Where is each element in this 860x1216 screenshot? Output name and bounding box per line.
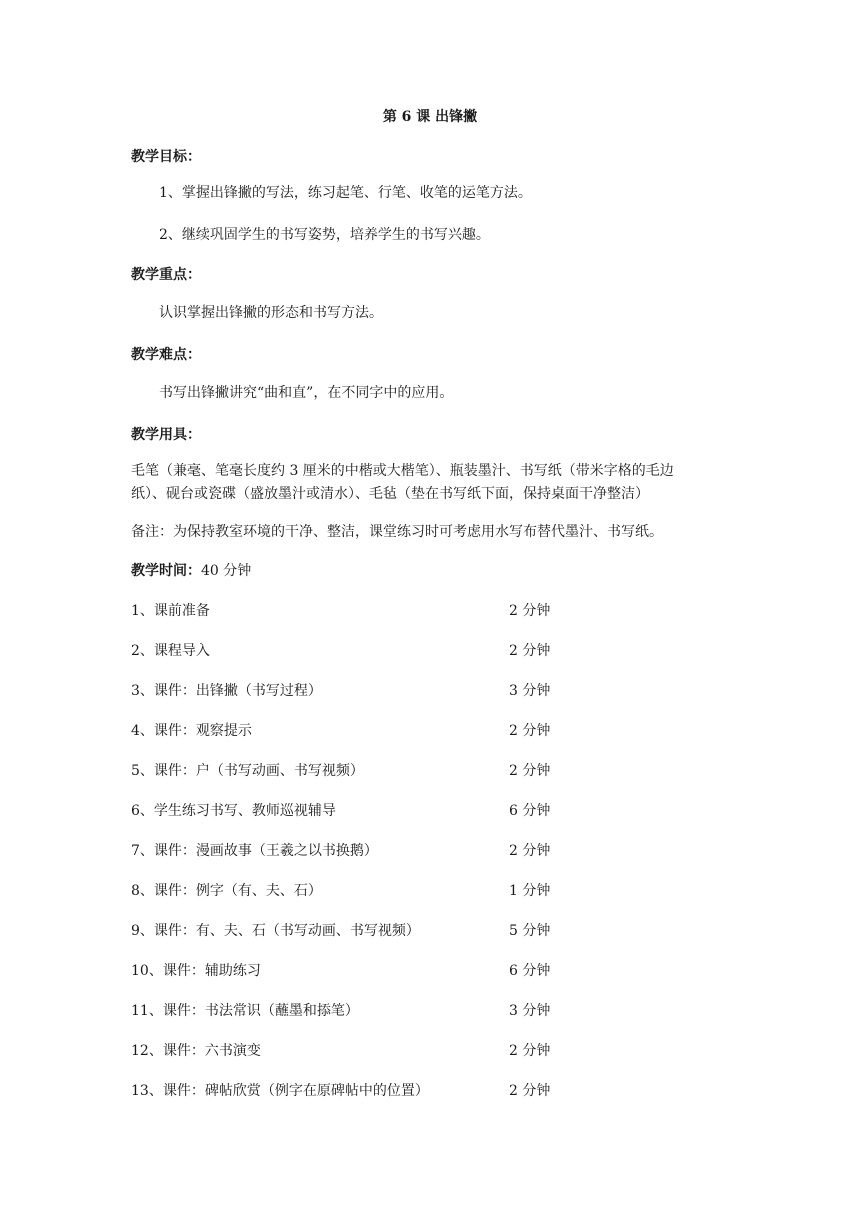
schedule-row (131, 640, 591, 662)
schedule-row (131, 680, 591, 702)
schedule-item-label: 6、学生练习书写、教师巡视辅导 (131, 803, 336, 819)
schedule-item-label: 7、课件：漫画故事（王羲之以书换鹅） (131, 843, 378, 859)
goal-item-1: 1、掌握出锋撇的写法，练习起笔、行笔、收笔的运笔方法。 (159, 185, 532, 201)
schedule-item-duration: 2 分钟 (509, 603, 551, 619)
schedule-item-label: 9、课件：有、夫、石（书写动画、书写视频） (131, 923, 420, 939)
tools-text-line-2: 纸）、砚台或瓷碟（盛放墨汁或清水）、毛毡（垫在书写纸下面，保持桌面干净整洁） (131, 486, 649, 502)
schedule-row (131, 800, 591, 822)
schedule-item-duration: 3 分钟 (509, 1003, 551, 1019)
schedule-row (131, 1080, 591, 1102)
goal-item-2: 2、继续巩固学生的书写姿势，培养学生的书写兴趣。 (159, 227, 490, 243)
schedule-item-duration: 2 分钟 (509, 723, 551, 739)
schedule-item-label: 13、课件：碑帖欣赏（例字在原碑帖中的位置） (131, 1083, 429, 1099)
schedule-item-duration: 6 分钟 (509, 963, 551, 979)
schedule-row (131, 600, 591, 622)
schedule-row (131, 760, 591, 782)
time-heading: 教学时间： (131, 563, 201, 579)
schedule-row (131, 880, 591, 902)
key-points-text: 认识掌握出锋撇的形态和书写方法。 (159, 305, 383, 321)
schedule-item-label: 12、课件：六书演变 (131, 1043, 261, 1059)
schedule-item-label: 5、课件：户（书写动画、书写视频） (131, 763, 364, 779)
schedule-item-label: 8、课件：例字（有、夫、石） (131, 883, 322, 899)
key-points-heading: 教学重点： (131, 267, 201, 283)
schedule-item-duration: 2 分钟 (509, 643, 551, 659)
schedule-item-label: 10、课件：辅助练习 (131, 963, 261, 979)
schedule-row (131, 920, 591, 942)
schedule-item-label: 11、课件：书法常识（蘸墨和掭笔） (131, 1003, 359, 1019)
schedule-item-duration: 3 分钟 (509, 683, 551, 699)
difficulties-heading: 教学难点： (131, 347, 201, 363)
schedule-row (131, 720, 591, 742)
schedule-item-label: 2、课程导入 (131, 643, 210, 659)
schedule-item-duration: 2 分钟 (509, 1083, 551, 1099)
schedule-row (131, 840, 591, 862)
schedule-row (131, 1000, 591, 1022)
schedule-item-label: 4、课件：观察提示 (131, 723, 252, 739)
schedule-item-label: 3、课件：出锋撇（书写过程） (131, 683, 322, 699)
schedule-item-duration: 6 分钟 (509, 803, 551, 819)
difficulties-text: 书写出锋撇讲究“曲和直”，在不同字中的应用。 (159, 385, 454, 401)
schedule-item-duration: 1 分钟 (509, 883, 551, 899)
lesson-title: 第 6 课 出锋撇 (382, 109, 478, 125)
tools-text-line-1: 毛笔（兼毫、笔毫长度约 3 厘米的中楷或大楷笔）、瓶装墨汁、书写纸（带米字格的毛边 (131, 463, 674, 479)
schedule-item-duration: 2 分钟 (509, 763, 551, 779)
schedule-item-label: 1、课前准备 (131, 603, 210, 619)
teaching-time (131, 560, 731, 582)
time-value: 40 分钟 (201, 563, 252, 579)
goals-heading: 教学目标： (131, 149, 201, 165)
schedule-item-duration: 2 分钟 (509, 1043, 551, 1059)
tools-heading: 教学用具： (131, 427, 201, 443)
note-text: 备注：为保持教室环境的干净、整洁，课堂练习时可考虑用水写布替代墨汁、书写纸。 (131, 524, 663, 540)
schedule-item-duration: 5 分钟 (509, 923, 551, 939)
schedule-row (131, 1040, 591, 1062)
schedule-row (131, 960, 591, 982)
schedule-item-duration: 2 分钟 (509, 843, 551, 859)
